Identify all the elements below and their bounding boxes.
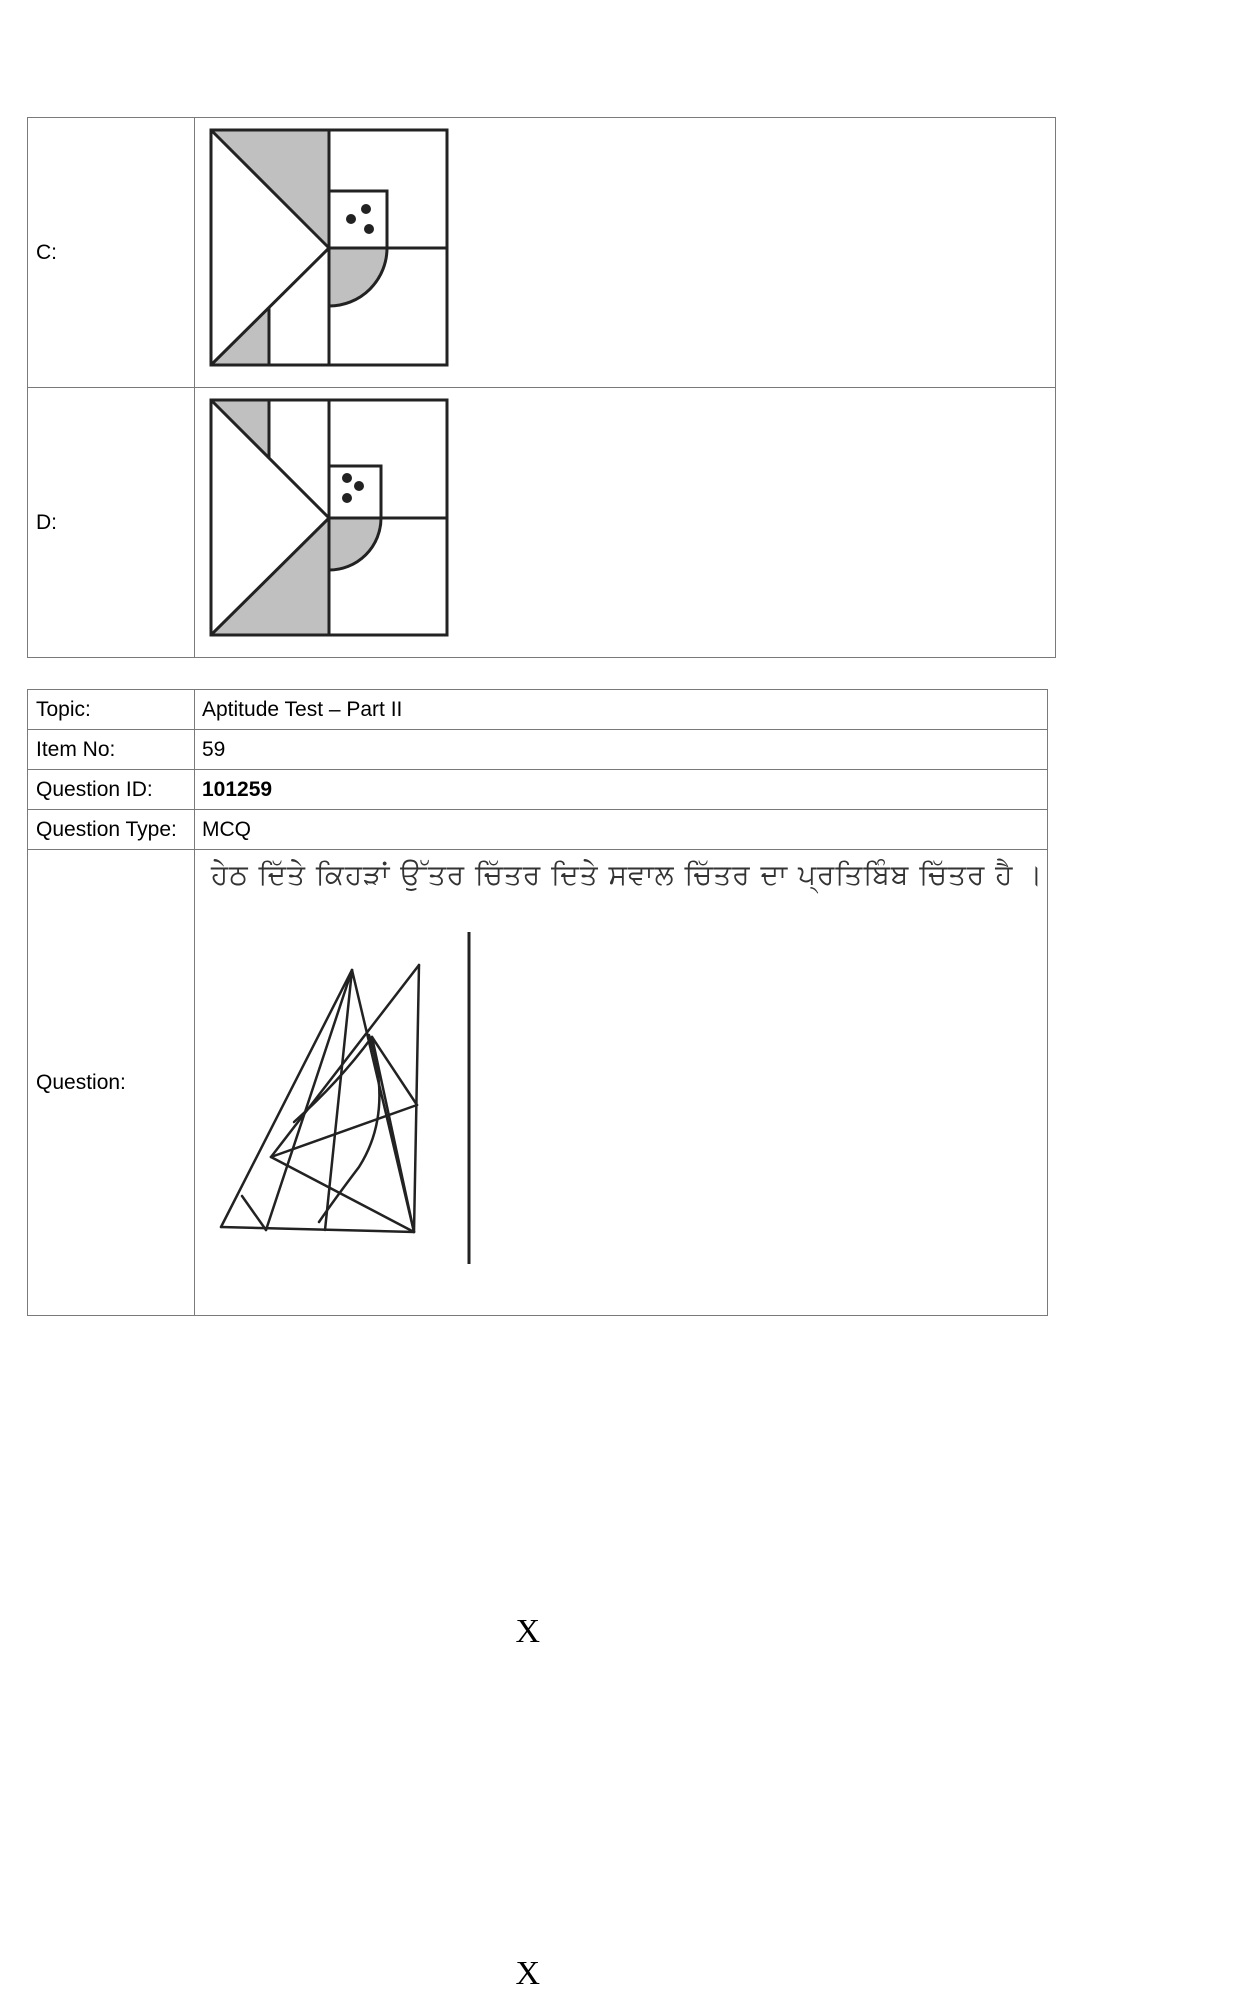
topic-label: Topic: (28, 690, 195, 730)
question-id-label: Question ID: (28, 770, 195, 810)
item-no-label: Item No: (28, 730, 195, 770)
question-figure (209, 892, 629, 1272)
question-row (28, 850, 1048, 1316)
dots-icon (342, 473, 364, 503)
mirror-label-bottom: X (515, 1954, 541, 1992)
question-id-row (28, 770, 1048, 810)
option-d-figure (209, 398, 459, 648)
question-type-row (28, 810, 1048, 850)
dots-icon (346, 204, 374, 234)
question-text: ਹੇਠ ਦਿੱਤੇ ਕਿਹੜਾਂ ਉੱਤਰ ਚਿੱਤਰ ਦਿਤੇ ਸਵਾਲ ਚਿੱਤਰ ਦਾ ਪ੍ਰਤਿਬਿੰਬ ਚਿੱਤਰ ਹੈ । (211, 858, 1044, 891)
topic-row (28, 690, 1048, 730)
option-label: D: (28, 388, 195, 658)
item-no-value: 59 (195, 730, 1048, 770)
answer-options-table (27, 117, 1056, 658)
option-row-d (28, 388, 1056, 658)
question-type-value: MCQ (195, 810, 1048, 850)
question-type-label: Question Type: (28, 810, 195, 850)
question-content (195, 850, 1048, 1992)
question-id-value: 101259 (195, 770, 1048, 810)
question-label: Question: (28, 850, 195, 1316)
question-meta-table (27, 689, 1048, 1992)
option-label: C: (28, 118, 195, 388)
option-figure-cell[interactable] (195, 118, 1056, 388)
option-row-c (28, 118, 1056, 388)
option-figure-cell[interactable] (195, 388, 1056, 658)
item-row (28, 730, 1048, 770)
option-c-figure (209, 128, 459, 378)
mirror-label-top: X (515, 1612, 541, 1650)
topic-value: Aptitude Test – Part II (195, 690, 1048, 730)
